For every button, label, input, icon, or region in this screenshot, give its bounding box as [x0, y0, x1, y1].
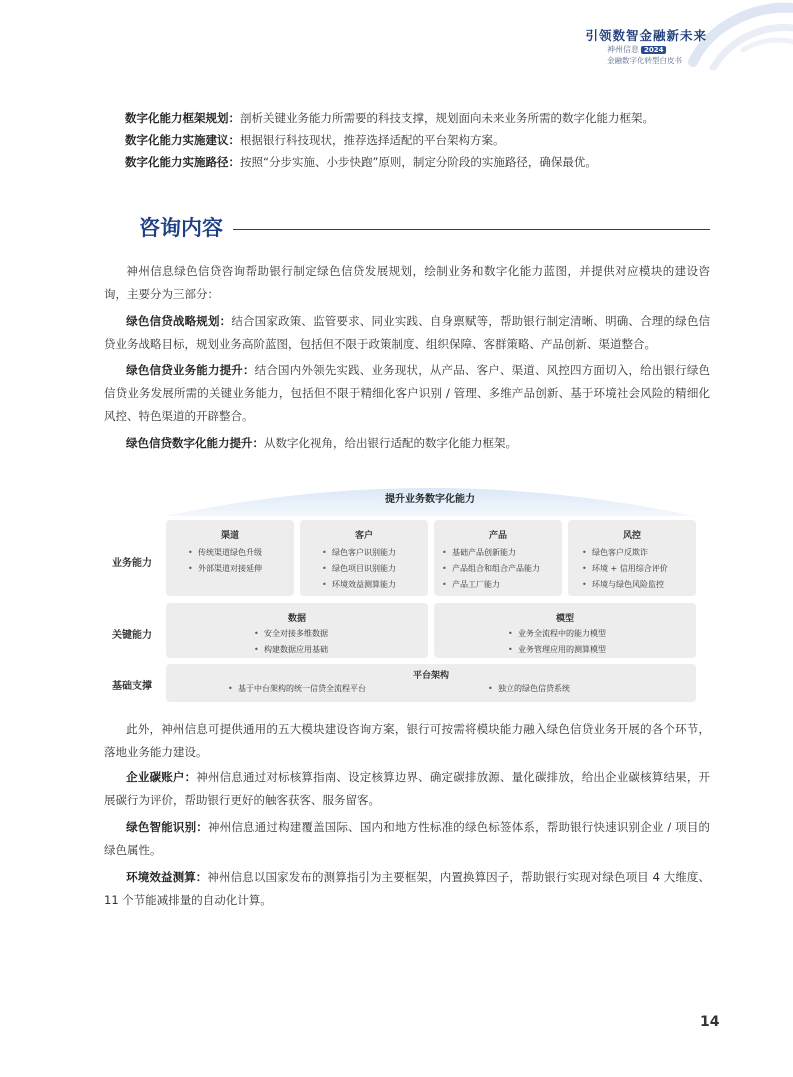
section-item-term: 绿色信贷数字化能力提升： [126, 436, 264, 450]
box-item: • 基础产品创新能力 [442, 545, 562, 561]
header-year-badge: 2024 [641, 46, 666, 54]
capability-box [434, 603, 696, 658]
header-book-title: 金融数字化转型白皮书 [607, 56, 682, 65]
box-item: • 独立的绿色信贷系统 [488, 681, 570, 697]
header-org: 神州信息 [607, 45, 639, 54]
box-item: • 外部渠道对接延伸 [188, 561, 294, 577]
row-label: 基础支撑 [112, 681, 152, 692]
after-item-term: 绿色智能识别： [126, 820, 208, 834]
box-item: • 安全对接多维数据 [254, 626, 428, 642]
after-item [104, 766, 710, 812]
intro-item-text: 剖析关键业务能力所需要的科技支撑，规划面向未来业务所需的数字化能力框架。 [240, 111, 654, 125]
after-item-text: 神州信息通过对标核算指南、设定核算边界、确定碳排放源、量化碳排放，给出企业碳核算结果，开展碳行为评价，帮助银行更好的触客获客、服务留客。 [104, 770, 711, 807]
diagram-top-label: 提升业务数字化能力 [385, 494, 475, 505]
intro-item-term: 数字化能力框架规划： [125, 111, 240, 125]
box-item: • 基于中台架构的统一信贷全流程平台 [228, 681, 366, 697]
capability-box [434, 520, 562, 596]
capability-box [166, 603, 428, 658]
after-item [104, 866, 710, 912]
intro-item-text: 按照“分步实施、小步快跑”原则，制定分阶段的实施路径，确保最优。 [240, 155, 597, 169]
box-title: 产品 [488, 531, 507, 541]
box-title: 平台架构 [412, 671, 449, 681]
box-item: • 构建数据应用基础 [254, 642, 428, 658]
after-item-text: 神州信息通过构建覆盖国际、国内和地方性标准的绿色标签体系，帮助银行快速识别企业 / 项目的绿色属性。 [104, 820, 711, 857]
section-item [104, 432, 710, 455]
box-item: • 环境 + 信用综合评价 [582, 561, 696, 577]
capability-diagram [104, 470, 704, 705]
section-item [104, 310, 710, 356]
box-title: 客户 [354, 531, 373, 541]
capability-box [300, 520, 428, 596]
intro-item [125, 129, 725, 151]
after-item-term: 环境效益测算： [126, 870, 208, 884]
box-item: • 业务管理应用的测算模型 [508, 642, 696, 658]
intro-item-term: 数字化能力实施路径： [125, 155, 240, 169]
box-item: • 绿色客户识别能力 [322, 545, 428, 561]
box-item: • 绿色项目识别能力 [322, 561, 428, 577]
section-item-text: 结合国内外领先实践、业务现状，从产品、客户、渠道、风控四方面切入，给出银行绿色信贷业务发展所需的关键业务能力，包括但不限于精细化客户识别 / 管理、多维产品创新、基于环境社会风险的精细化风控、特色渠道的开辟整合。 [104, 363, 711, 423]
box-item: • 环境与绿色风险监控 [582, 577, 696, 593]
intro-item-term: 数字化能力实施建议： [125, 133, 240, 147]
box-title: 风控 [622, 531, 641, 541]
section-lead [104, 260, 710, 306]
box-title: 数据 [287, 614, 306, 624]
box-item: • 产品工厂能力 [442, 577, 562, 593]
after-lead [104, 718, 710, 764]
section-item-term: 绿色信贷业务能力提升： [126, 363, 255, 377]
box-item: • 产品组合和组合产品能力 [442, 561, 562, 577]
section-lead-text: 神州信息绿色信贷咨询帮助银行制定绿色信贷发展规划，绘制业务和数字化能力蓝图，并提供对应模块的建设咨询，主要分为三部分： [104, 264, 710, 301]
intro-list [125, 107, 725, 173]
row-label: 业务能力 [112, 558, 152, 569]
header-subtitle [607, 44, 666, 55]
box-item: • 传统渠道绿色升级 [188, 545, 294, 561]
section-item-text: 结合国家政策、监管要求、同业实践、自身禀赋等，帮助银行制定清晰、明确、合理的绿色信贷业务战略目标，规划业务高阶蓝图，包括但不限于政策制度、组织保障、客群策略、产品创新、渠道整合。 [104, 314, 711, 351]
section-divider [233, 229, 710, 230]
intro-item [125, 107, 725, 129]
box-item: • 业务全流程中的能力模型 [508, 626, 696, 642]
section-item-text: 从数字化视角，给出银行适配的数字化能力框架。 [264, 436, 517, 450]
after-item-text: 神州信息以国家发布的测算指引为主要框架，内置换算因子，帮助银行实现对绿色项目 4 大维度、11 个节能减排量的自动化计算。 [104, 870, 710, 907]
after-item-term: 企业碳账户： [126, 770, 197, 784]
box-title: 渠道 [220, 531, 239, 541]
intro-item [125, 151, 725, 173]
header-title: 引领数智金融新未来 [585, 28, 707, 43]
intro-item-text: 根据银行科技现状，推荐选择适配的平台架构方案。 [240, 133, 505, 147]
page-number: 14 [700, 1014, 720, 1030]
box-item: • 绿色客户反欺诈 [582, 545, 696, 561]
box-item: • 环境效益测算能力 [322, 577, 428, 593]
capability-box [568, 520, 696, 596]
row-label: 关键能力 [112, 630, 152, 641]
section-title: 咨询内容 [139, 216, 223, 240]
section-item [104, 359, 710, 428]
capability-box [166, 664, 696, 702]
section-item-term: 绿色信贷战略规划： [126, 314, 232, 328]
after-lead-text: 此外，神州信息可提供通用的五大模块建设咨询方案，银行可按需将模块能力融入绿色信贷业务开展的各个环节，落地业务能力建设。 [104, 722, 710, 759]
box-title: 模型 [555, 614, 574, 624]
capability-box [166, 520, 294, 596]
after-item [104, 816, 710, 862]
